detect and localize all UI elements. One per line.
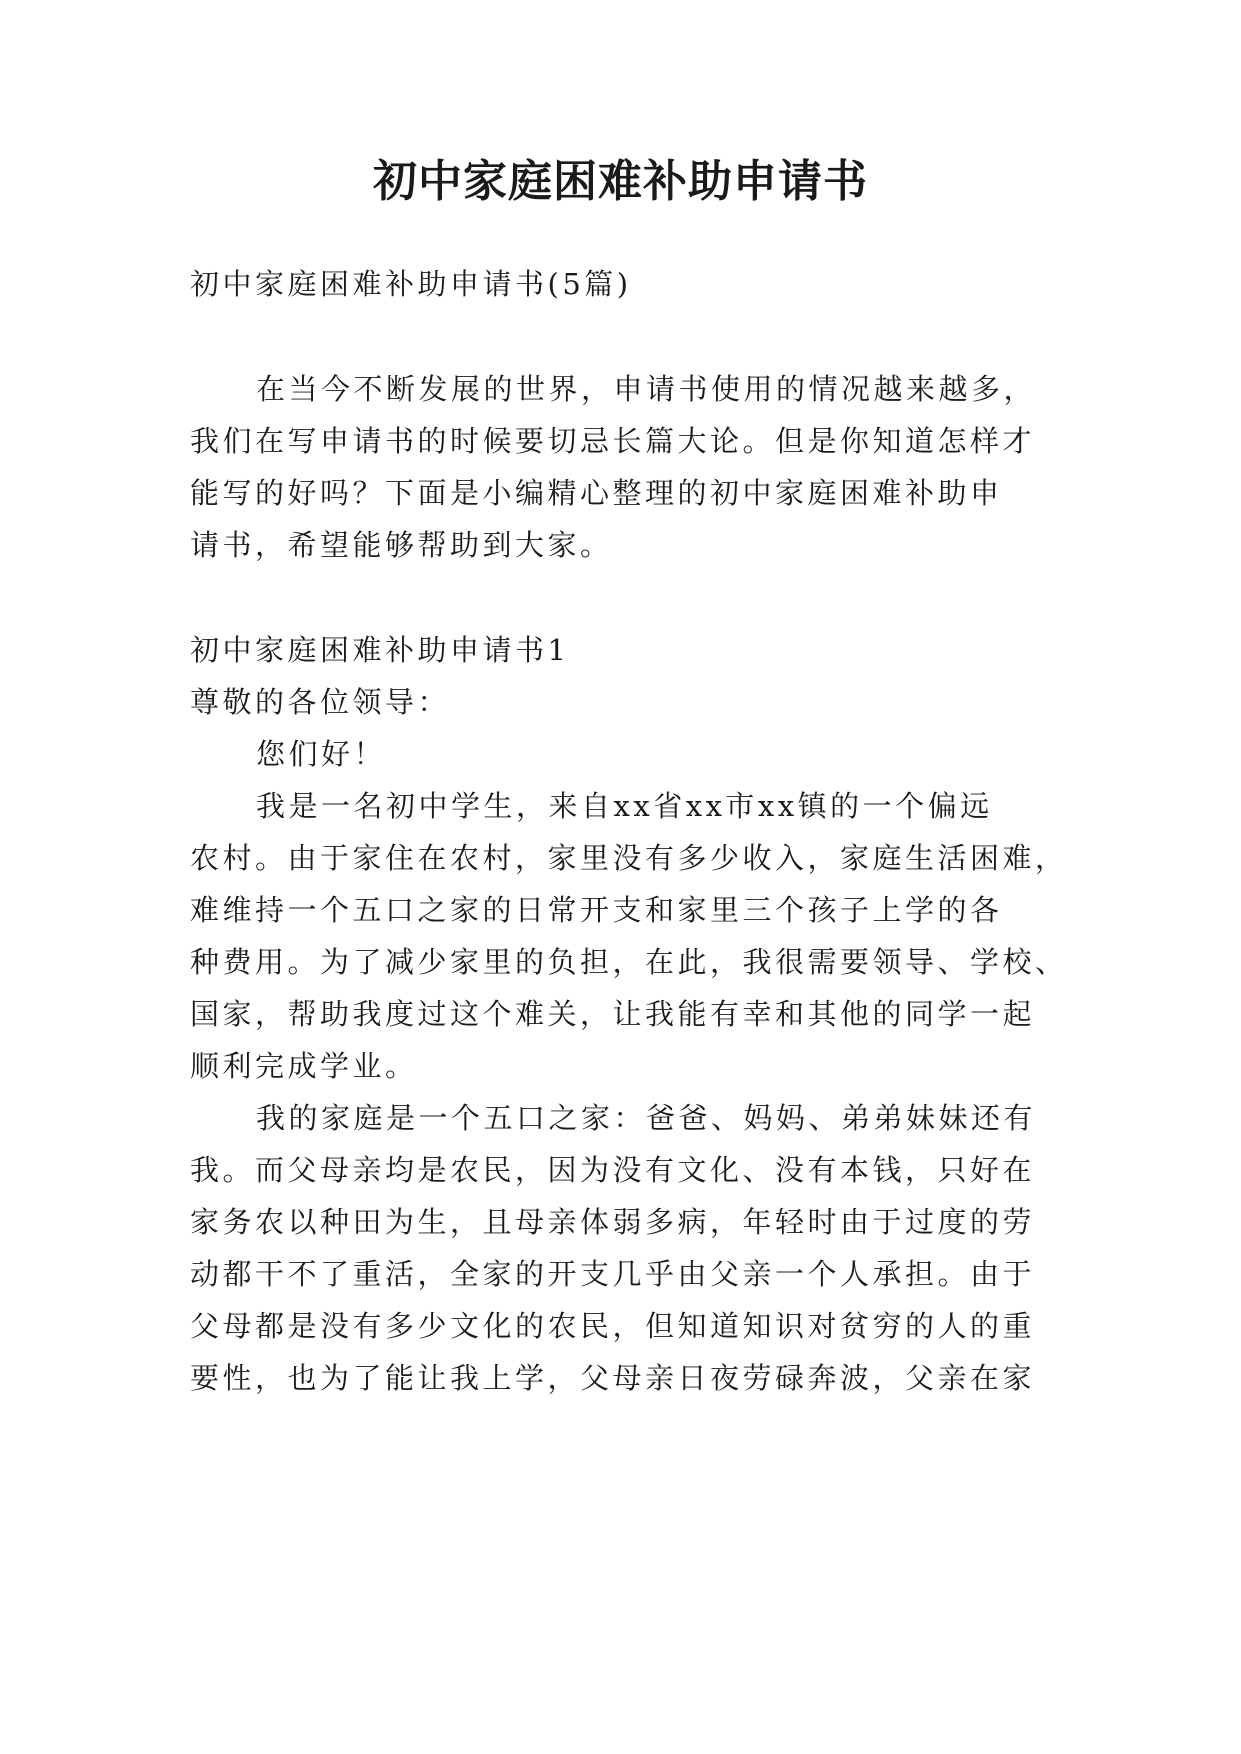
paragraph-line: 动都干不了重活，全家的开支几乎由父亲一个人承担。由于 xyxy=(190,1257,1036,1291)
document-subtitle: 初中家庭困难补助申请书(5篇) xyxy=(190,267,632,301)
intro-line: 在当今不断发展的世界，申请书使用的情况越来越多， xyxy=(256,372,1037,406)
greeting: 您们好！ xyxy=(256,737,387,771)
section-heading: 初中家庭困难补助申请书1 xyxy=(190,633,570,667)
paragraph-line: 农村。由于家住在农村，家里没有多少收入，家庭生活困难， xyxy=(190,841,1068,875)
paragraph-line: 难维持一个五口之家的日常开支和家里三个孩子上学的各 xyxy=(190,893,1003,927)
salutation: 尊敬的各位领导： xyxy=(190,685,451,719)
intro-line: 能写的好吗？下面是小编精心整理的初中家庭困难补助申 xyxy=(190,476,1003,510)
paragraph-line: 我是一名初中学生，来自xx省xx市xx镇的一个偏远 xyxy=(256,789,993,823)
paragraph-line: 父母都是没有多少文化的农民，但知道知识对贫穷的人的重 xyxy=(190,1309,1036,1343)
intro-line: 请书，希望能够帮助到大家。 xyxy=(190,528,613,562)
paragraph-line: 种费用。为了减少家里的负担，在此，我很需要领导、学校、 xyxy=(190,945,1068,979)
paragraph-line: 国家，帮助我度过这个难关，让我能有幸和其他的同学一起 xyxy=(190,997,1036,1031)
paragraph-line: 要性，也为了能让我上学，父母亲日夜劳碌奔波，父亲在家 xyxy=(190,1361,1036,1395)
intro-line: 我们在写申请书的时候要切忌长篇大论。但是你知道怎样才 xyxy=(190,424,1036,458)
paragraph-line: 我。而父母亲均是农民，因为没有文化、没有本钱，只好在 xyxy=(190,1153,1036,1187)
paragraph-line: 我的家庭是一个五口之家：爸爸、妈妈、弟弟妹妹还有 xyxy=(256,1101,1037,1135)
document-title: 初中家庭困难补助申请书 xyxy=(373,156,868,207)
paragraph-line: 顺利完成学业。 xyxy=(190,1049,418,1083)
paragraph-line: 家务农以种田为生，且母亲体弱多病，年轻时由于过度的劳 xyxy=(190,1205,1036,1239)
